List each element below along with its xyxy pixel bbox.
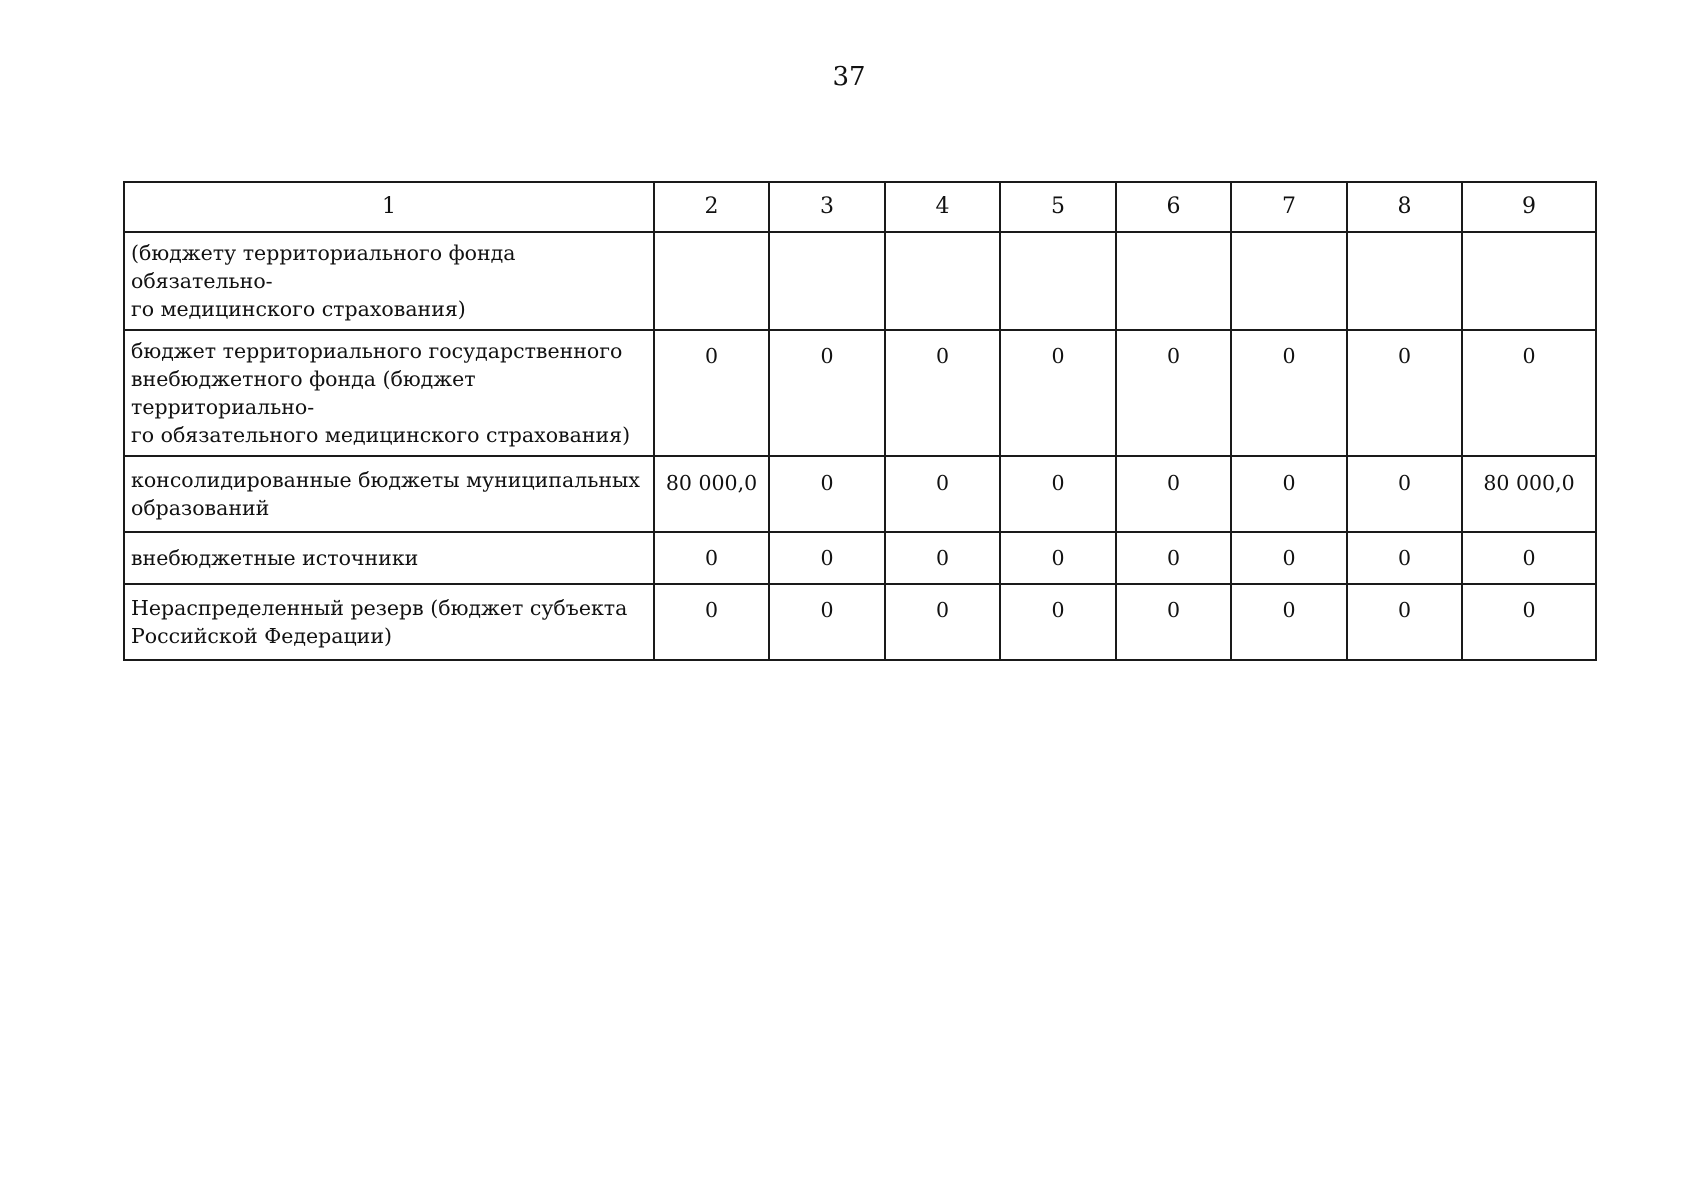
- table-cell: [1231, 232, 1347, 330]
- table-row: [124, 532, 1596, 584]
- column-header: 8: [1347, 182, 1462, 232]
- table-cell: 0: [1347, 330, 1462, 456]
- table-cell: 0: [1231, 532, 1347, 584]
- table-row: [124, 456, 1596, 532]
- row-label-line: го обязательного медицинского страхования): [131, 423, 631, 447]
- row-label: [124, 584, 654, 660]
- row-label-line: консолидированные бюджеты муниципальных: [131, 468, 640, 492]
- row-label-line: Нераспределенный резерв (бюджет субъекта: [131, 596, 628, 620]
- table-cell: 0: [769, 532, 885, 584]
- row-label-line: го медицинского страхования): [131, 297, 466, 321]
- table-cell: 0: [1462, 330, 1596, 456]
- table-cell: 0: [885, 456, 1000, 532]
- table-row: [124, 330, 1596, 456]
- table-header-row: [124, 182, 1596, 232]
- table-cell: 0: [654, 532, 769, 584]
- budget-table: [123, 181, 1597, 661]
- row-label-line: Российской Федерации): [131, 624, 392, 648]
- table-cell: [1116, 232, 1231, 330]
- table-cell: 0: [885, 532, 1000, 584]
- table-cell: 0: [654, 584, 769, 660]
- table-cell: 0: [885, 330, 1000, 456]
- table-cell: 0: [1116, 456, 1231, 532]
- row-label: [124, 232, 654, 330]
- table-cell: 0: [1000, 532, 1116, 584]
- table-cell: 0: [654, 330, 769, 456]
- column-header: 2: [654, 182, 769, 232]
- table-cell: 0: [1347, 532, 1462, 584]
- table-cell: 0: [1347, 584, 1462, 660]
- table-cell: 0: [1116, 532, 1231, 584]
- table-cell: 0: [1116, 330, 1231, 456]
- row-label-line: образований: [131, 496, 270, 520]
- table-cell: 0: [1462, 532, 1596, 584]
- table-cell: [769, 232, 885, 330]
- row-label-line: (бюджету территориального фонда обязательно-: [131, 241, 516, 293]
- page-number: 37: [832, 62, 866, 92]
- table-cell: [1347, 232, 1462, 330]
- table-cell: 0: [1231, 584, 1347, 660]
- table-cell: 0: [1462, 584, 1596, 660]
- row-label-line: внебюджетные источники: [131, 546, 419, 570]
- table-cell: 0: [1231, 456, 1347, 532]
- table-cell: 80 000,0: [1462, 456, 1596, 532]
- row-label: [124, 532, 654, 584]
- column-header: 5: [1000, 182, 1116, 232]
- table-cell: 0: [769, 330, 885, 456]
- table-cell: 0: [769, 584, 885, 660]
- table-cell: 0: [885, 584, 1000, 660]
- table-cell: 0: [1000, 456, 1116, 532]
- column-header: 6: [1116, 182, 1231, 232]
- row-label-line: внебюджетного фонда (бюджет территориально-: [131, 367, 476, 419]
- row-label-line: бюджет территориального государственного: [131, 339, 623, 363]
- table-cell: 0: [1231, 330, 1347, 456]
- row-label: [124, 330, 654, 456]
- column-header: 7: [1231, 182, 1347, 232]
- table-cell: [1462, 232, 1596, 330]
- table-row: [124, 232, 1596, 330]
- table-cell: 0: [1000, 584, 1116, 660]
- table-cell: 80 000,0: [654, 456, 769, 532]
- table-cell: 0: [1116, 584, 1231, 660]
- table-cell: [885, 232, 1000, 330]
- table-cell: [1000, 232, 1116, 330]
- table-cell: 0: [769, 456, 885, 532]
- column-header: 9: [1462, 182, 1596, 232]
- row-label: [124, 456, 654, 532]
- table-cell: 0: [1000, 330, 1116, 456]
- table-cell: [654, 232, 769, 330]
- column-header: 4: [885, 182, 1000, 232]
- table-row: [124, 584, 1596, 660]
- table-cell: 0: [1347, 456, 1462, 532]
- column-header: 1: [124, 182, 654, 232]
- column-header: 3: [769, 182, 885, 232]
